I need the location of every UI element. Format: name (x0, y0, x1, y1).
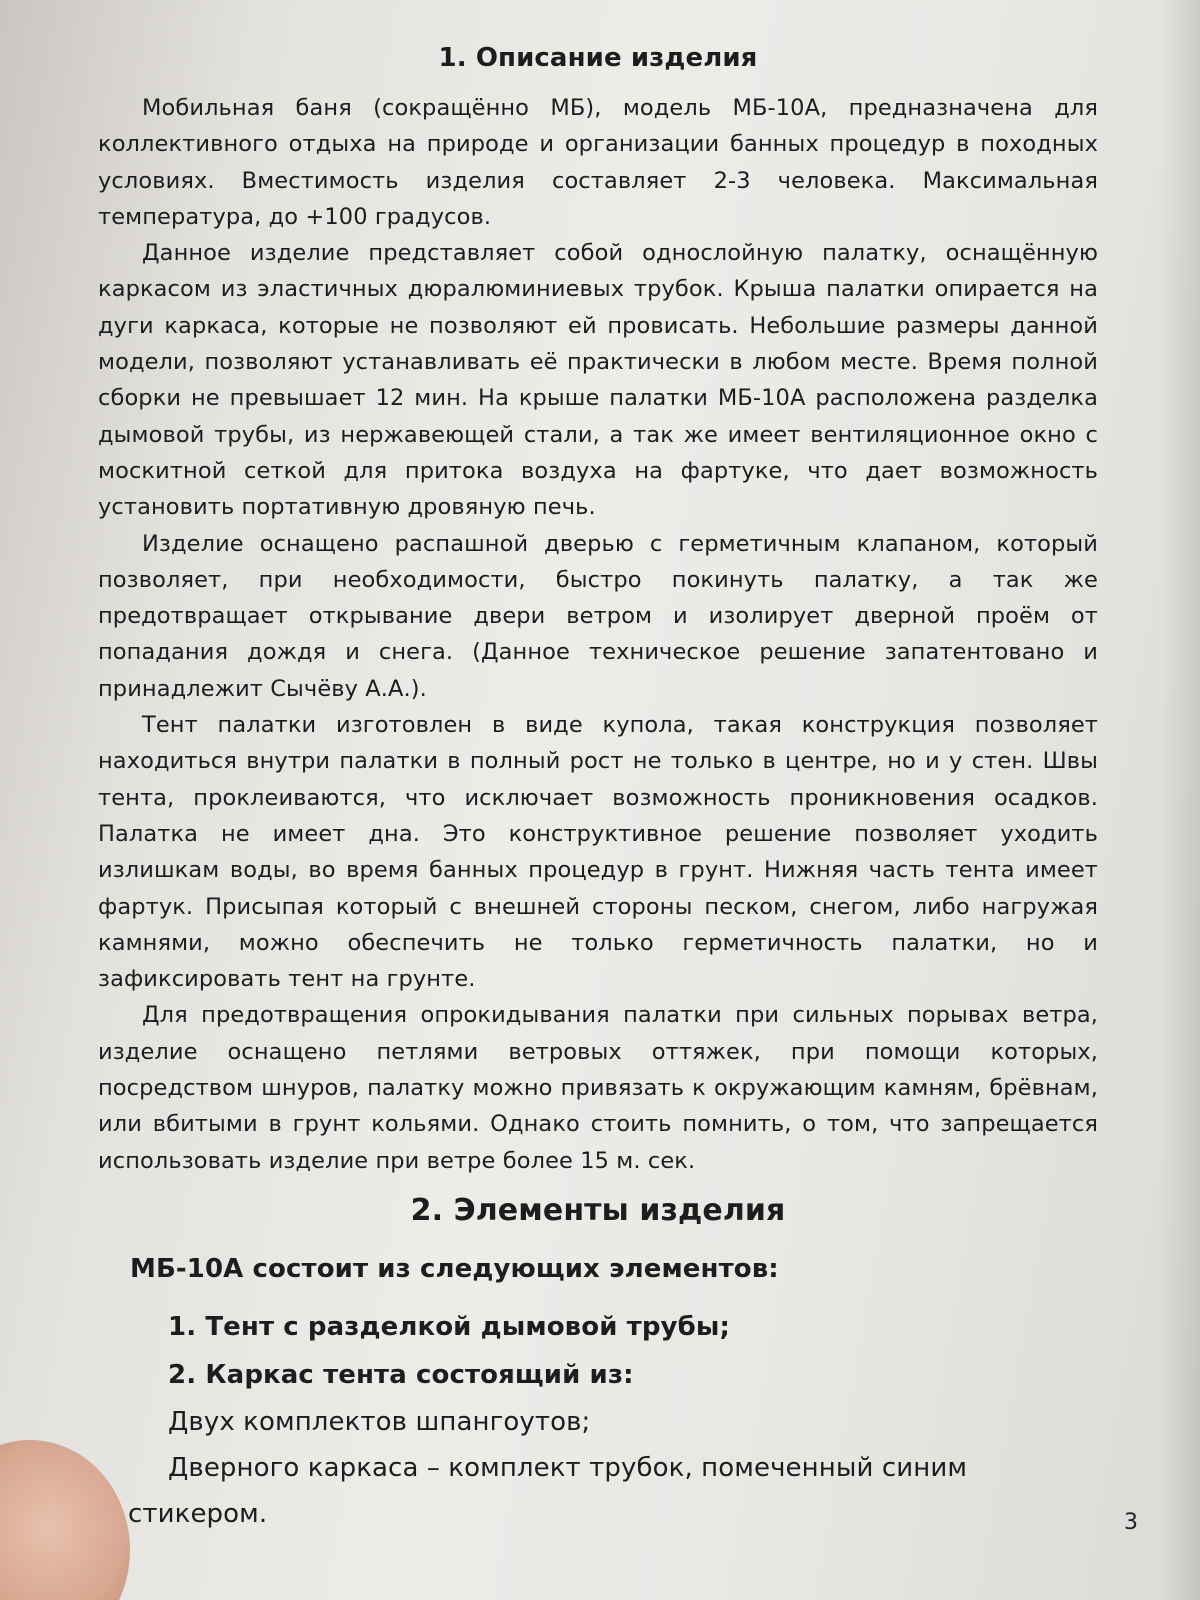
sub-item-2: Дверного каркаса – комплект трубок, помеченный синим (168, 1452, 968, 1483)
element-item-2: 2. Каркас тента состоящий из: (168, 1359, 634, 1390)
sub-item-1: Двух комплектов шпангоутов; (168, 1406, 591, 1437)
sub-item-2-continued: стикером. (128, 1498, 268, 1529)
section-1-heading: 1. Описание изделия (438, 43, 758, 73)
section-2-heading: 2. Элементы изделия (410, 1192, 786, 1228)
paragraph-5: Для предотвращения опрокидывания палатки при сильных порывах ветра, изделие оснащено петлями ветровых оттяжек, при помощи которых, посредством шнуров, палатку можно привязать к окружающим камням, брёвнам, или вбитыми в грунт кольями. Однако стоить помнить, о том, что запрещается использовать изделие при ветре более 15 м. сек. (98, 1002, 1098, 1174)
paragraph-3: Изделие оснащено распашной дверью с герметичным клапаном, который позволяет, при необходимости, быстро покинуть палатку, а так же предотвращает открывание двери ветром и изолирует дверной проём от попадания дождя и снега. (Данное техническое решение запатентовано и принадлежит Сычёву А.А.). (98, 530, 1098, 702)
paragraph-4: Тент палатки изготовлен в виде купола, такая конструкция позволяет находиться внутри палатки в полный рост не только в центре, но и у стен. Швы тента, проклеиваются, что исключает возможность проникновения осадков. Палатка не имеет дна. Это конструктивное решение позволяет уходить излишкам воды, во время банных процедур в грунт. Нижняя часть тента имеет фартук. Присыпая который с внешней стороны песком, снегом, либо нагружая камнями, можно обеспечить не только герметичность палатки, но и зафиксировать тент на грунте. (98, 712, 1098, 993)
page-shadow (1160, 0, 1200, 1600)
element-item-1: 1. Тент с разделкой дымовой трубы; (168, 1311, 730, 1342)
paragraph-2: Данное изделие представляет собой однослойную палатку, оснащённую каркасом из эластичных дюралюминиевых трубок. Крыша палатки опирается на дуги каркаса, которые не позволяют ей провисать. Небольшие размеры данной модели, позволяют устанавливать её практически в любом месте. Время полной сборки не превышает 12 мин. На крыше палатки МБ-10А расположена разделка дымовой трубы, из нержавеющей стали, а так же имеет вентиляционное окно с москитной сеткой для притока воздуха на фартуке, что дает возможность установить портативную дровяную печь. (98, 240, 1098, 521)
paragraph-1: Мобильная баня (сокращённо МБ), модель МБ-10А, предназначена для коллективного отдыха на природе и организации банных процедур в походных условиях. Вместимость изделия составляет 2-3 человека. Максимальная температура, до +100 градусов. (98, 95, 1098, 230)
page-number: 3 (1124, 1510, 1138, 1535)
elements-intro: МБ-10А состоит из следующих элементов: (130, 1253, 779, 1284)
page-content (98, 30, 1098, 1537)
